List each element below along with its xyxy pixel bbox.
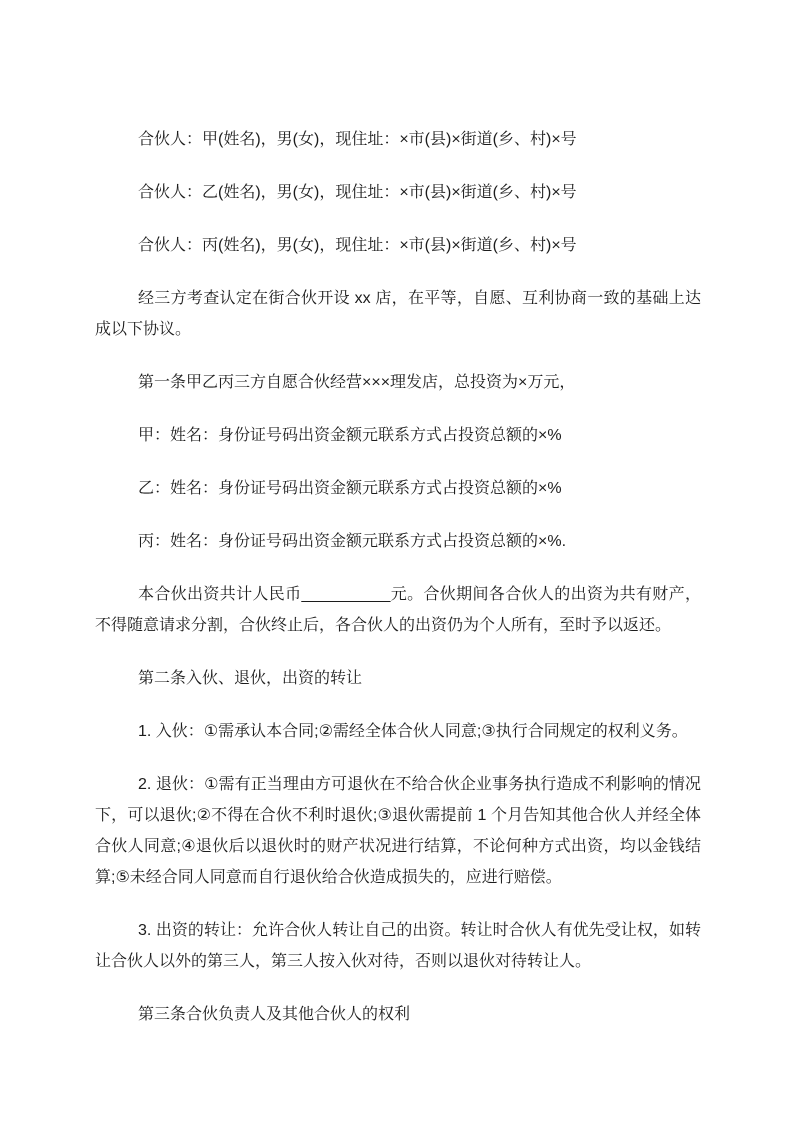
paragraph-contribution-c: 丙：姓名：身份证号码出资金额元联系方式占投资总额的×%. [138, 533, 567, 550]
paragraph-item-join: 1. 入伙：①需承认本合同;②需经全体合伙人同意;③执行合同规定的权利义务。 [138, 723, 688, 740]
paragraph-contribution-a: 甲：姓名：身份证号码出资金额元联系方式占投资总额的×% [138, 427, 562, 444]
paragraph-partner-b: 合伙人：乙(姓名)，男(女)，现住址：×市(县)×街道(乡、村)×号 [138, 184, 577, 201]
paragraph-article-2: 第二条入伙、退伙，出资的转让 [138, 670, 363, 687]
paragraph-contribution-b: 乙：姓名：身份证号码出资金额元联系方式占投资总额的×% [138, 480, 562, 497]
paragraph-item-transfer: 3. 出资的转让：允许合伙人转让自己的出资。转让时合伙人有优先受让权，如转让合伙人以外的第三人，第三人按入伙对待，否则以退伙对待转让人。 [95, 922, 701, 970]
paragraph-item-withdraw: 2. 退伙：①需有正当理由方可退伙在不给合伙企业事务执行造成不利影响的情况下，可以退伙;②不得在合伙不利时退伙;③退伙需提前 1 个月告知其他合伙人并经全体合伙人同意;④退伙后以退伙时的财产状况进行结算，不论何种方式出资，均以金钱结算;⑤未经合同人同意而自行退伙给合伙造成损失的，应进行赔偿。 [95, 776, 701, 886]
paragraph-partner-a: 合伙人：甲(姓名)，男(女)，现住址：×市(县)×街道(乡、村)×号 [138, 131, 577, 148]
paragraph-capital-total: 本合伙出资共计人民币__________元。合伙期间各合伙人的出资为共有财产，不得随意请求分割，合伙终止后，各合伙人的出资仍为个人所有，至时予以返还。 [95, 586, 701, 634]
paragraph-article-1: 第一条甲乙丙三方自愿合伙经营×××理发店，总投资为×万元， [138, 374, 576, 391]
paragraph-preamble: 经三方考查认定在街合伙开设 xx 店，在平等，自愿、互利协商一致的基础上达成以下协议。 [95, 290, 701, 338]
document-body [95, 124, 701, 1052]
paragraph-article-3: 第三条合伙负责人及其他合伙人的权利 [138, 1006, 411, 1023]
paragraph-partner-c: 合伙人：丙(姓名)，男(女)，现住址：×市(县)×街道(乡、村)×号 [138, 237, 577, 254]
